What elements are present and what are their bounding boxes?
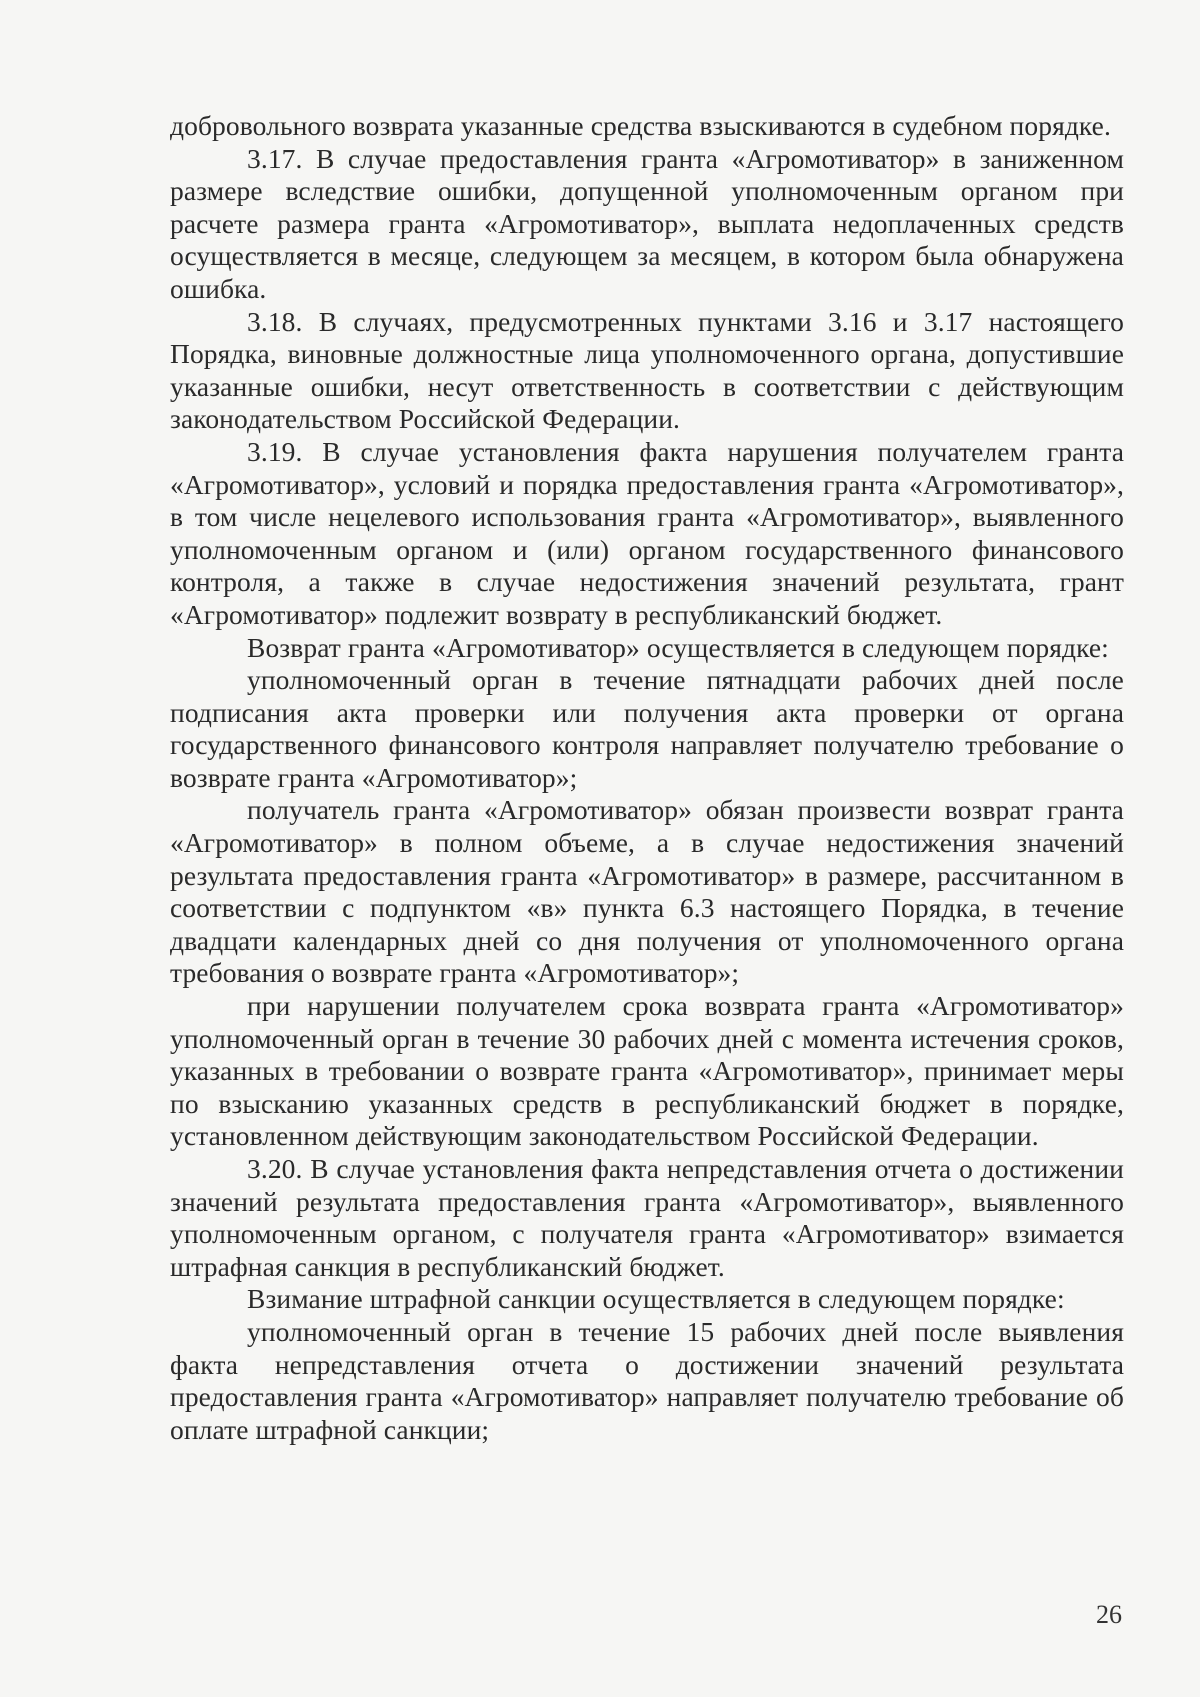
paragraph-penalty-order: Взимание штрафной санкции осуществляется в следующем порядке: [247, 1283, 1065, 1315]
paragraph-return-order: Возврат гранта «Агромотиватор» осуществляется в следующем порядке: [247, 631, 1109, 663]
paragraph-return-step-3: при нарушении получателем срока возврата гранта «Агромотиватор» уполномоченный орган в течение 30 рабочих дней с момента истечения сроков, указанных в требовании о возврате гранта «Агромотиватор», принимает меры по взысканию указанных средств в республиканский бюджет в порядке, установленном действующим законодательством Российской Федерации. [170, 990, 1124, 1152]
paragraph-penalty-step-1: уполномоченный орган в течение 15 рабочих дней после выявления факта непредставления отчета о достижении значений результата предоставления гранта «Агромотиватор» направляет получателю требование об оплате штрафной санкции; [170, 1315, 1124, 1445]
paragraph-continuation: добровольного возврата указанные средства взыскиваются в судебном порядке. [170, 110, 1111, 141]
paragraph-return-step-2: получатель гранта «Агромотиватор» обязан произвести возврат гранта «Агромотиватор» в полном объеме, а в случае недостижения значений результата предоставления гранта «Агромотиватор» в размере, рассчитанном в соответствии с подпунктом «в» пункта 6.3 настоящего Порядка, в течение двадцати календарных дней со дня получения от уполномоченного органа требования о возврате гранта «Агромотиватор»; [170, 794, 1124, 989]
page-number: 26 [1096, 1600, 1122, 1629]
document-body [170, 110, 1124, 1446]
paragraph-3-20: 3.20. В случае установления факта непредставления отчета о достижении значений результата предоставления гранта «Агромотиватор», выявленного уполномоченным органом, с получателя гранта «Агромотиватор» взимается штрафная санкция в республиканский бюджет. [170, 1153, 1124, 1282]
paragraph-3-17: 3.17. В случае предоставления гранта «Агромотиватор» в заниженном размере вследствие ошибки, допущенной уполномоченным органом при расчете размера гранта «Агромотиватор», выплата недоплаченных средств осуществляется в месяце, следующем за месяцем, в котором была обнаружена ошибка. [170, 142, 1124, 304]
paragraph-3-18: 3.18. В случаях, предусмотренных пунктами 3.16 и 3.17 настоящего Порядка, виновные должностные лица уполномоченного органа, допустившие указанные ошибки, несут ответственность в соответствии с действующим законодательством Российской Федерации. [170, 305, 1124, 435]
paragraph-return-step-1: уполномоченный орган в течение пятнадцати рабочих дней после подписания акта проверки или получения акта проверки от органа государственного финансового контроля направляет получателю требование о возврате гранта «Агромотиватор»; [170, 664, 1124, 793]
paragraph-3-19: 3.19. В случае установления факта нарушения получателем гранта «Агромотиватор», условий и порядка предоставления гранта «Агромотиватор», в том числе нецелевого использования гранта «Агромотиватор», выявленного уполномоченным органом и (или) органом государственного финансового контроля, а также в случае недостижения значений результата, грант «Агромотиватор» подлежит возврату в республиканский бюджет. [170, 435, 1124, 630]
